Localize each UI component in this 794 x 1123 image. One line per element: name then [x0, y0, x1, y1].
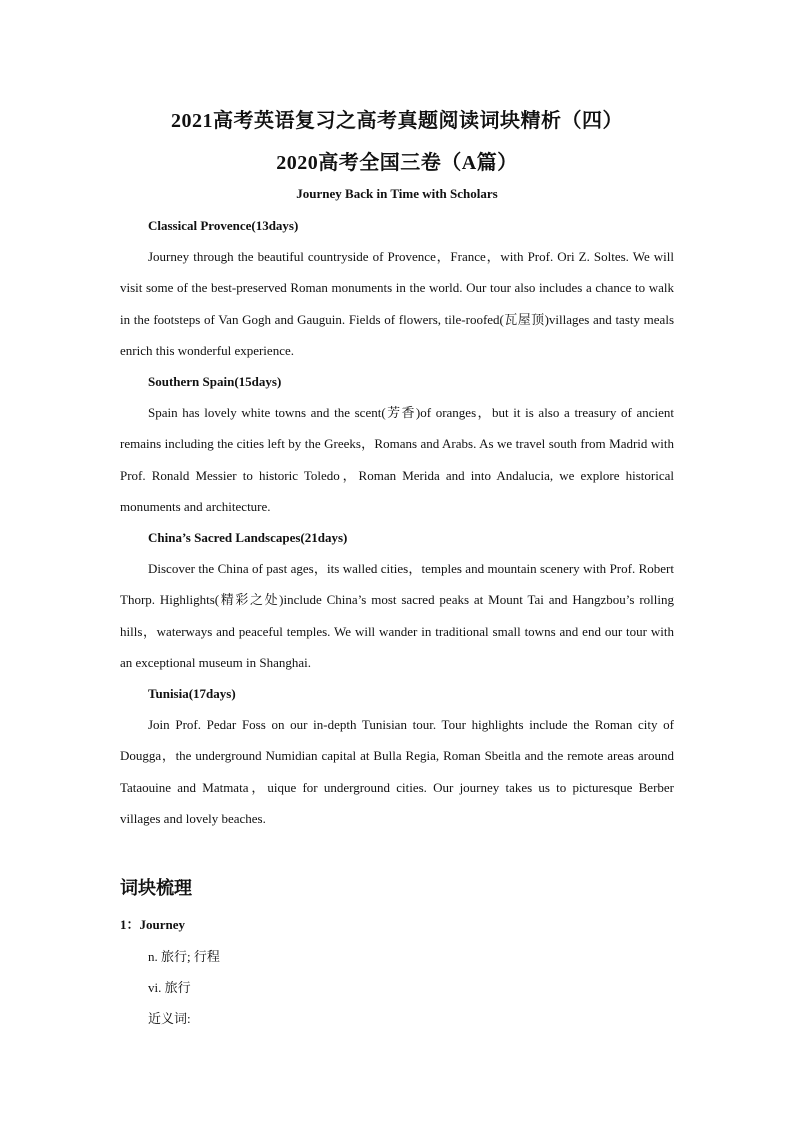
- passage-title: Journey Back in Time with Scholars: [296, 186, 498, 201]
- document-title: 2021高考英语复习之高考真题阅读词块精析（四）: [171, 110, 623, 132]
- document-subtitle: 2020高考全国三卷（A篇）: [276, 152, 518, 174]
- section-text-spain: Spain has lovely white towns and the scent(芳香)of oranges，but it is also a treasury of ancient remains including the cities left by the Greeks，Romans and Arabs. As we travel south from Madrid with Prof. Ronald Messier to historic Toledo，Roman Merida and into Andalucia, we explore historical monuments and architecture.: [120, 405, 674, 514]
- section-heading-china: China’s Sacred Landscapes(21days): [148, 530, 348, 545]
- vocab-verb-definition: vi. 旅行: [148, 980, 191, 995]
- vocab-synonyms-label: 近义词:: [148, 1011, 191, 1026]
- section-text-provence: Journey through the beautiful countryside of Provence，France，with Prof. Ori Z. Soltes. We will visit some of the best-preserved Roman monuments in the world. Our tour also includes a chance to walk in the footsteps of Van Gogh and Gauguin. Fields of flowers, tile-roofed(瓦屋顶)villages and tasty meals enrich this wonderful experience.: [120, 249, 674, 358]
- section-heading-spain: Southern Spain(15days): [148, 374, 282, 389]
- section-text-tunisia: Join Prof. Pedar Foss on our in-depth Tunisian tour. Tour highlights include the Roman city of Dougga，the underground Numidian capital at Bulla Regia, Roman Sbeitla and the remote areas around Tataouine and Matmata，uique for underground cities. Our journey takes us to picturesque Berber villages and lovely beaches.: [120, 717, 674, 826]
- vocab-entry-heading: 1：Journey: [120, 917, 186, 932]
- vocab-section-heading: 词块梳理: [120, 878, 192, 898]
- vocab-noun-definition: n. 旅行; 行程: [148, 949, 220, 964]
- section-heading-tunisia: Tunisia(17days): [148, 686, 236, 701]
- section-heading-provence: Classical Provence(13days): [148, 218, 299, 233]
- section-text-china: Discover the China of past ages，its walled cities，temples and mountain scenery with Prof. Robert Thorp. Highlights(精彩之处)include China’s most sacred peaks at Mount Tai and Hangzbou’s rolling hills，waterways and peaceful temples. We will wander in traditional small towns and end our tour with an exceptional museum in Shanghai.: [120, 561, 674, 670]
